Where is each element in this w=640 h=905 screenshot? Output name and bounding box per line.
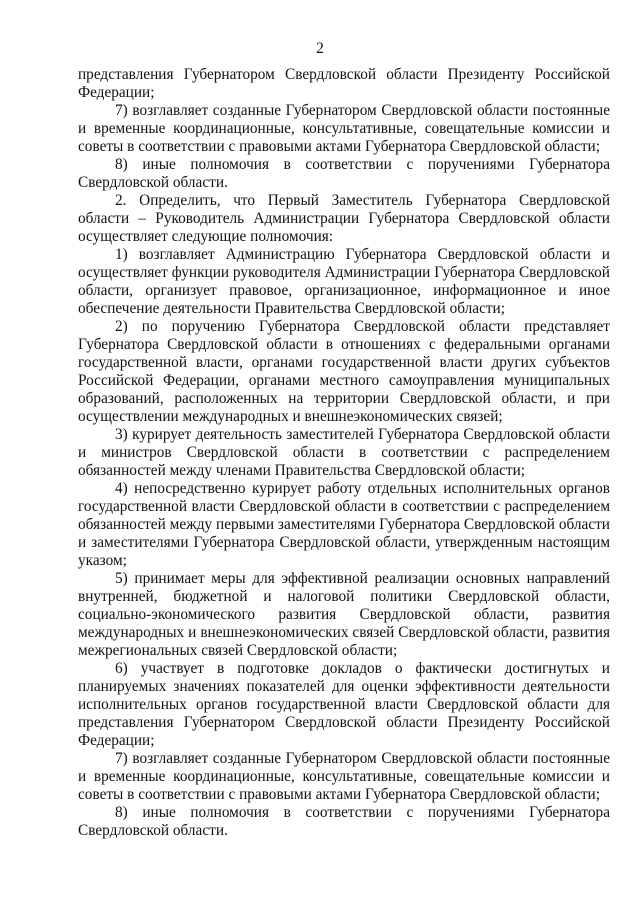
paragraph-item-7: 7) возглавляет созданные Губернатором Свердловской области постоянные и временные координационные, консультативные, совещательные комиссии и советы в соответствии с правовыми актами Губернатора Свердловской области; xyxy=(78,102,610,155)
paragraph-item-8b: 8) иные полномочия в соответствии с поручениями Губернатора Свердловской области. xyxy=(78,804,610,839)
paragraph-section-2: 2. Определить, что Первый Заместитель Губернатора Свердловской области – Руководитель Администрации Губернатора Свердловской области осуществляет следующие полномочия: xyxy=(78,192,610,245)
paragraph-item-1: 1) возглавляет Администрацию Губернатора Свердловской области и осуществляет функции руководителя Администрации Губернатора Свердловской области, организует правовое, организационное, информационное и иное обеспечение деятельности Правительства Свердловской области; xyxy=(78,246,610,317)
paragraph-item-3: 3) курирует деятельность заместителей Губернатора Свердловской области и министров Свердловской области в соответствии с распределением обязанностей между членами Правительства Свердловской области; xyxy=(78,426,610,479)
paragraph-item-5: 5) принимает меры для эффективной реализации основных направлений внутренней, бюджетной и налоговой политики Свердловской области, социально-экономического развития Свердловской области, развития международных и внешнеэкономических связей Свердловской области, развития межрегиональных связей Свердловской области; xyxy=(78,570,610,659)
paragraph-continuation: представления Губернатором Свердловской области Президенту Российской Федерации; xyxy=(78,66,610,101)
document-body xyxy=(78,66,610,840)
paragraph-item-2: 2) по поручению Губернатора Свердловской области представляет Губернатора Свердловской области в отношениях с федеральными органами государственной власти, органами государственной власти других субъектов Российской Федерации, органами местного самоуправления муниципальных образований, расположенных на территории Свердловской области, и при осуществлении международных и внешнеэкономических связей; xyxy=(78,318,610,425)
paragraph-item-7b: 7) возглавляет созданные Губернатором Свердловской области постоянные и временные координационные, консультативные, совещательные комиссии и советы в соответствии с правовыми актами Губернатора Свердловской области; xyxy=(78,750,610,803)
paragraph-item-4: 4) непосредственно курирует работу отдельных исполнительных органов государственной власти Свердловской области в соответствии с распределением обязанностей между первыми заместителями Губернатора Свердловской области и заместителями Губернатора Свердловской области, утвержденным настоящим указом; xyxy=(78,480,610,569)
paragraph-item-8: 8) иные полномочия в соответствии с поручениями Губернатора Свердловской области. xyxy=(78,156,610,191)
paragraph-item-6: 6) участвует в подготовке докладов о фактически достигнутых и планируемых значениях показателей для оценки эффективности деятельности исполнительных органов государственной власти Свердловской области для представления Губернатором Свердловской области Президенту Российской Федерации; xyxy=(78,660,610,749)
page-number: 2 xyxy=(316,40,324,57)
